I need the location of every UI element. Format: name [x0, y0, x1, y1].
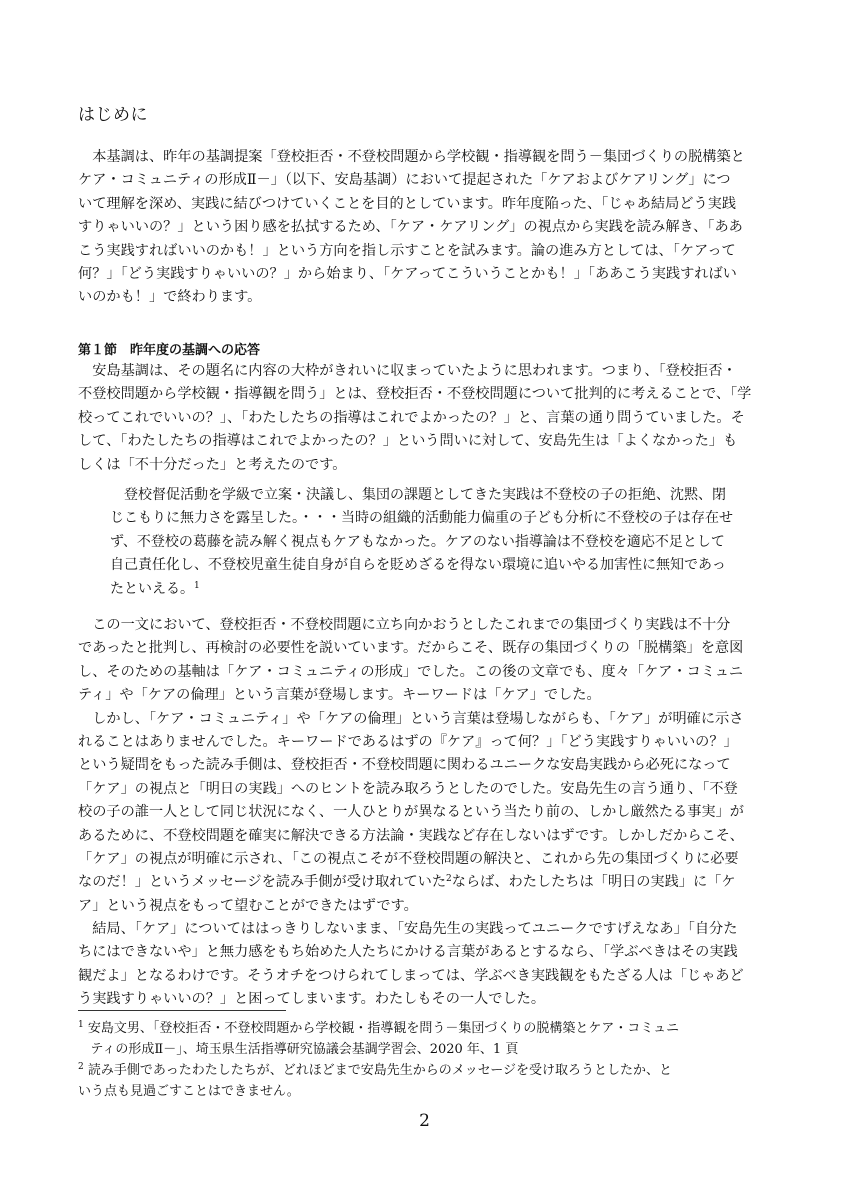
quote-line: ず、不登校の葛藤を読み解く視点もケアもなかった。ケアのない指導論は不登校を適応不足として [110, 533, 725, 550]
text-line: 「ケア」の視点と「明日の実践」へのヒントを読み取ろうとしたのでした。安島先生の言う通り、「不登 [78, 780, 738, 797]
intro-paragraph [78, 146, 772, 310]
footnote-mark: 1 [78, 1020, 84, 1030]
footnote-text: ティの形成Ⅱ－」、埼玉県生活指導研究協議会基調学習会、2020 年、1 頁 [90, 1042, 519, 1057]
text-segment: なのだ！」というメッセージを読み手側が受け取れていた [78, 874, 447, 891]
text-line: 結局、「ケア」についてははっきりしないまま、「安島先生の実践ってユニークですげえなあ」「自分た [78, 921, 738, 938]
text-line: こう実践すればいいのかも！」という方向を指し示すことを試みます。論の進み方としては、「ケアって [78, 242, 736, 259]
footnote-separator [78, 1010, 286, 1011]
text-line: いのかも！」で終わります。 [78, 289, 262, 306]
text-line: れることはありませんでした。キーワードであるはずの『ケア』って何？」「どう実践すりゃいいの？」 [78, 733, 738, 750]
text-line: この一文において、登校拒否・不登校問題に立ち向かおうとしたこれまでの集団づくり実践は不十分 [78, 617, 731, 633]
text-line: しくは「不十分だった」と考えたのです。 [78, 456, 347, 473]
text-line: すりゃいいの？」という困り感を払拭するため、「ケア・ケアリング」の視点から実践を読み解き、「ああ [78, 219, 743, 236]
page-number: 2 [419, 1111, 430, 1131]
quote-line: 登校督促活動を学級で立案・決議し、集団の課題としてきた実践は不登校の子の拒絶、沈黙、閉 [110, 487, 726, 503]
text-line: いて理解を深め、実践に結びつけていくことを目的としています。昨年度陥った、「じゃあ結局どう実践 [78, 195, 737, 212]
text-line: う実践すりゃいいの？」と困ってしまいます。わたしもその一人でした。 [78, 991, 546, 1008]
footnote-line [78, 1060, 772, 1081]
text-line [78, 871, 772, 894]
section-heading: 第１節 昨年度の基調への応答 [78, 343, 261, 358]
text-line: ケア・コミュニティの形成Ⅱ－」（以下、安島基調）において提起された「ケアおよびケアリング」につ [78, 172, 731, 189]
footnote-line [78, 1018, 772, 1039]
intro-heading: はじめに [78, 105, 148, 125]
text-line: 安島基調は、その題名に内容の大枠がきれいに収まっていたように思われます。つまり、「登校拒否・ [78, 363, 737, 379]
text-line: であったと批判し、再検討の必要性を説いています。だからこそ、既存の集団づくりの「脱構築」を意図 [78, 640, 744, 657]
footnote-reference[interactable]: 2 [446, 874, 452, 885]
quote-line: 自己責任化し、不登校児童生徒自身が自らを貶めざるを得ない環境に追いやる加害性に無知であっ [110, 557, 726, 574]
text-line: 本基調は、昨年の基調提案「登校拒否・不登校問題から学校観・指導観を問う－集団づくりの脱構築と [78, 149, 745, 165]
footnote-text: 読み手側であったわたしたちが、どれほどまで安島先生からのメッセージを受け取ろうとしたか、と [87, 1063, 672, 1078]
text-line: あるために、不登校問題を確実に解決できる方法論・実践など存在しないはずです。しかしだからこそ、 [78, 827, 744, 844]
text-line: ア」という視点をもって望むことができたはずです。 [78, 897, 418, 914]
footnote-reference[interactable]: 1 [194, 580, 200, 591]
footnote-line [78, 1039, 772, 1060]
text-line: 観だよ」となるわけです。そうオチをつけられてしまっては、学ぶべき実践観をもたざる人は「じゃあど [78, 967, 744, 984]
text-line: して、「わたしたちの指導はこれでよかったの？」という問いに対して、安島先生は「よくなかった」も [78, 433, 738, 450]
footnote-mark: 2 [78, 1062, 84, 1072]
footnote-line: いう点も見過ごすことはできません。 [78, 1084, 300, 1099]
text-segment: ならば、わたしたちは「明日の実践」に「ケ [451, 874, 736, 891]
text-line: 不登校問題から学校観・指導観を問う」とは、登校拒否・不登校問題について批判的に考えることで、「学 [78, 386, 752, 403]
section1-body [78, 614, 772, 1012]
text-line: ちにはできないや」と無力感をもち始めた人たちにかける言葉があるとするなら、「学ぶべきはその実践 [78, 944, 738, 961]
text-line: 何？」「どう実践すりゃいいの？」から始まり、「ケアってこういうことかも！」「ああこう実践すればい [78, 265, 737, 282]
footnotes [78, 1018, 772, 1102]
quote-line: じこもりに無力さを露呈した。・・・当時の組織的活動能力偏重の子ども分析に不登校の子は存在せ [110, 510, 733, 527]
text-line: 校ってこれでいいの？」、「わたしたちの指導はこれでよかったの？」と、言葉の通り問うていました。そ [78, 409, 745, 426]
text-line: という疑問をもった読み手側は、登校拒否・不登校問題に関わるユニークな安島実践から必死になって [78, 757, 731, 774]
text-line: 校の子の誰一人として同じ状況になく、一人ひとりが異なるという当たり前の、しかし厳然たる事実」が [78, 804, 744, 821]
quote-last-text: たといえる。 [110, 580, 194, 597]
quote-line [110, 578, 772, 601]
text-line: しかし、「ケア・コミュニティ」や「ケアの倫理」という言葉は登場しながらも、「ケア」が明確に示さ [78, 710, 744, 727]
section1-paragraph [78, 360, 772, 477]
text-line: 「ケア」の視点が明確に示され、「この視点こそが不登校問題の解決と、これから先の集団づくりに必要 [78, 850, 739, 867]
text-line: ティ」や「ケアの倫理」という言葉が登場します。キーワードは「ケア」でした。 [78, 687, 601, 704]
block-quote [110, 484, 772, 601]
text-line: し、そのための基軸は「ケア・コミュニティの形成」でした。この後の文章でも、度々「ケア・コミュニ [78, 663, 744, 680]
footnote-text: 安島文男、「登校拒否・不登校問題から学校観・指導観を問う－集団づくりの脱構築とケア・コミュニ [87, 1021, 680, 1036]
